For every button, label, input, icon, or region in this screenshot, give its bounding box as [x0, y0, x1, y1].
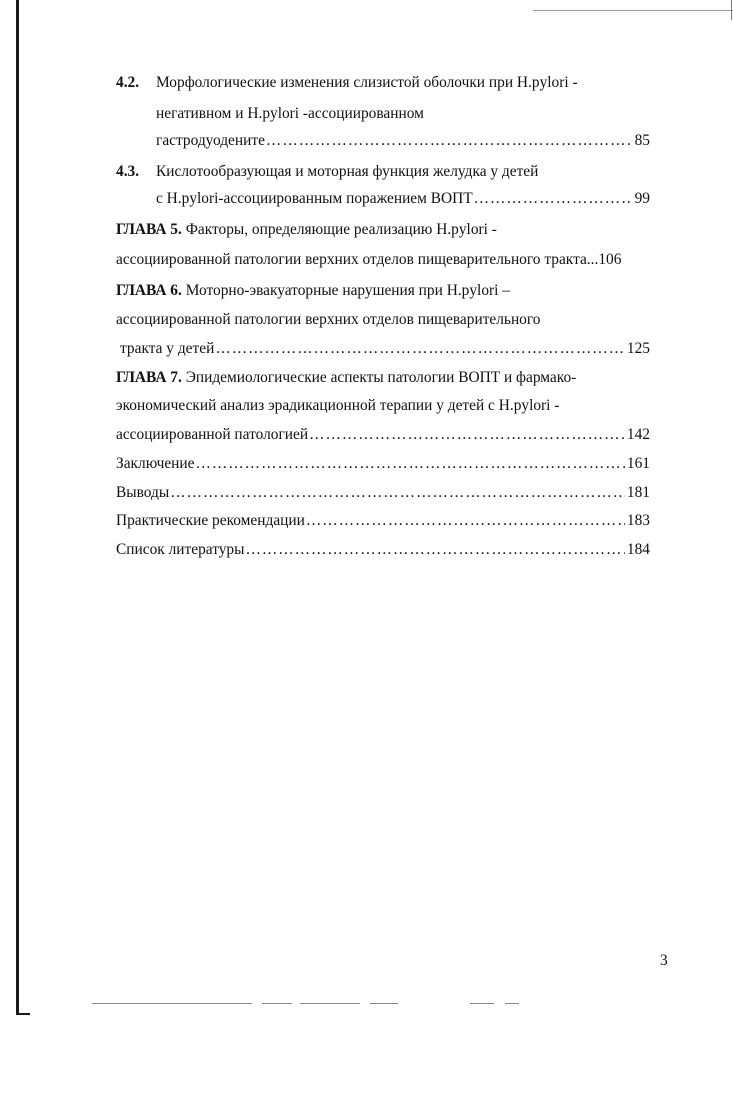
- entry-title: Выводы: [116, 484, 170, 501]
- dot-leader: [474, 189, 633, 209]
- toc-entry-4-2-line1[interactable]: [116, 73, 578, 93]
- dot-leader: [309, 425, 625, 445]
- page-ref: 125: [626, 340, 650, 357]
- toc-entry-conclusion[interactable]: [116, 454, 650, 474]
- entry-title: Факторы, определяющие реализацию H.pylori -: [185, 221, 497, 238]
- page-ref: 142: [626, 426, 650, 443]
- entry-title-cont: экономический анализ эрадикационной терапии у детей с H.pylori -: [116, 397, 560, 414]
- dot-leader: [245, 540, 624, 560]
- scan-line-bottom: [300, 1003, 360, 1004]
- scan-line-bottom: [262, 1003, 292, 1004]
- section-number: 4.2.: [116, 74, 140, 91]
- entry-title: Список литературы: [116, 541, 245, 558]
- entry-title: Моторно-эвакуаторные нарушения при H.pylori –: [185, 282, 510, 299]
- toc-entry-4-3-line2[interactable]: [156, 189, 650, 209]
- entry-title: Практические рекомендации: [116, 512, 305, 529]
- dot-leader: [196, 454, 625, 474]
- entry-title-cont: ассоциированной патологией: [116, 426, 309, 443]
- toc-entry-references[interactable]: [116, 540, 650, 560]
- toc-entry-chapter-5-line1[interactable]: [116, 220, 497, 240]
- page-ref: 183: [626, 512, 650, 529]
- scan-border-right: [731, 0, 732, 20]
- dot-leader: [215, 339, 625, 359]
- toc-entry-chapter-7-line3[interactable]: [116, 425, 650, 445]
- entry-title-cont: с H.pylori-ассоциированным поражением ВОПТ: [156, 190, 473, 207]
- scan-border-left: [16, 0, 19, 1015]
- dot-leader: [306, 511, 625, 531]
- page-ref: 99: [634, 190, 650, 207]
- toc-entry-chapter-6-line2: [116, 310, 541, 330]
- scan-line-bottom: [505, 1003, 519, 1004]
- scan-border-top: [533, 10, 733, 11]
- entry-title-cont: ассоциированной патологии верхних отделов пищеварительного тракта...: [116, 251, 599, 268]
- chapter-label: ГЛАВА 5.: [116, 221, 182, 238]
- scan-line-bottom: [370, 1003, 398, 1004]
- toc-entry-chapter-6-line1[interactable]: [116, 281, 510, 301]
- toc-entry-4-2-line2: [156, 104, 424, 124]
- toc-entry-4-2-line3[interactable]: [156, 131, 650, 151]
- entry-title-cont: негативном и H.pylori -ассоциированном: [156, 105, 424, 122]
- toc-entry-recommendations[interactable]: [116, 511, 650, 531]
- entry-title: Кислотообразующая и моторная функция желудка у детей: [156, 163, 539, 180]
- entry-title-cont: тракта у детей: [120, 340, 215, 357]
- toc-entry-chapter-6-line3[interactable]: [120, 339, 650, 359]
- toc-entry-4-3-line1[interactable]: [116, 162, 538, 182]
- entry-title-cont: гастродуодените: [156, 132, 265, 149]
- page-number: 3: [660, 952, 668, 969]
- page-ref: 85: [634, 132, 650, 149]
- scan-line-bottom: [470, 1003, 494, 1004]
- toc-entry-findings[interactable]: [116, 483, 650, 503]
- section-number: 4.3.: [116, 163, 140, 180]
- dot-leader: [266, 131, 633, 151]
- toc-entry-chapter-5-line2[interactable]: [116, 250, 666, 270]
- entry-title: Заключение: [116, 455, 195, 472]
- entry-title-cont: ассоциированной патологии верхних отделов пищеварительного: [116, 311, 541, 328]
- page-ref: 184: [626, 541, 650, 558]
- entry-title: Морфологические изменения слизистой оболочки при H.pylori -: [156, 74, 578, 91]
- scan-line-bottom: [92, 1003, 252, 1004]
- page-ref: 161: [626, 455, 650, 472]
- toc-entry-chapter-7-line1[interactable]: [116, 368, 576, 388]
- page-ref: 181: [626, 484, 650, 501]
- entry-title: Эпидемиологические аспекты патологии ВОПТ и фармако-: [185, 369, 577, 386]
- page-ref: 106: [598, 251, 622, 268]
- chapter-label: ГЛАВА 6.: [116, 282, 182, 299]
- scan-border-corner: [16, 1013, 30, 1015]
- dot-leader: [170, 483, 625, 503]
- toc-entry-chapter-7-line2: [116, 396, 559, 416]
- chapter-label: ГЛАВА 7.: [116, 369, 182, 386]
